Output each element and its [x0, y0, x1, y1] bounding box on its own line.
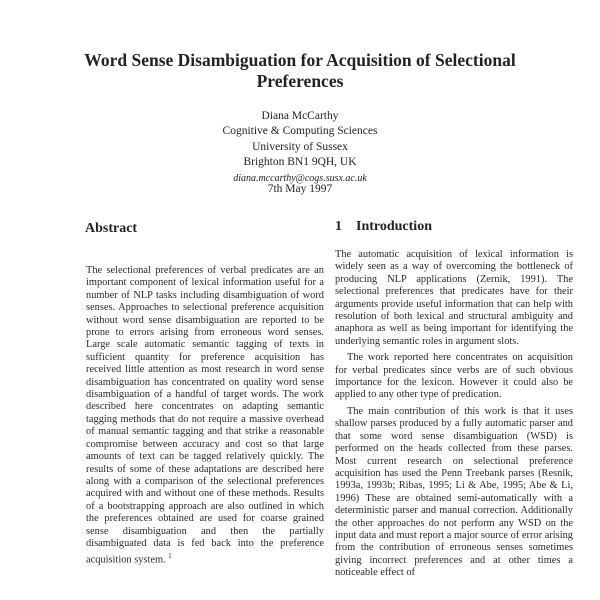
abstract-heading: Abstract [85, 221, 138, 236]
section-title: Introduction [356, 219, 432, 234]
introduction-heading [335, 219, 432, 235]
author-name: Diana McCarthy [261, 110, 339, 122]
paper-title: Word Sense Disambiguation for Acquisition of Selectional Preferences [84, 50, 516, 91]
author-affiliation: Cognitive & Computing Sciences [222, 125, 378, 138]
paper-date: 7th May 1997 [267, 183, 333, 195]
intro-paragraph-2: The work reported here concentrates on acquisition for verbal predicates since verbs are of such obvious importance for the lexicon. However it could also be applied to any other type of predication. [335, 352, 573, 401]
author-email: diana.mccarthy@cogs.susx.ac.uk [233, 172, 367, 184]
author-university: University of Sussex [252, 140, 348, 153]
footnote-marker: 1 [168, 552, 172, 561]
introduction-body [335, 249, 573, 580]
intro-paragraph-3: The main contribution of this work is that it uses shallow parses produced by a fully automatic parser and that some word sense disambiguation (WSD) is performed on the heads collected from these parses. Most current research on selectional preference acquisition has used the Penn Treebank parses (Resnik, 1993a, 1993b; Ribas, 1995; Li & Abe, 1995; Abe & Li, 1996) These are obtained semi-automatically with a deterministic parser and manual correction. Additionally the other approaches do not perform any WSD on the input data and must report a major source of error arising from the contribution of erroneous senses sometimes giving incorrect preferences and at other times a noticeable effect of [335, 405, 573, 579]
author-block [150, 109, 450, 186]
section-number: 1 [335, 219, 342, 234]
abstract-body [86, 265, 324, 567]
author-address: Brighton BN1 9QH, UK [243, 156, 357, 169]
abstract-text: The selectional preferences of verbal predicates are an important component of lexical information useful for a number of NLP tasks including disambiguation of word senses. Approaches to selectional preference acquisition without word sense disambiguation are reported to be prone to errors arising from erroneous word senses. Large scale automatic semantic tagging of texts in sufficient quantity for preference acquisition has received little attention as most research in word sense disambiguation has concentrated on quality word sense disambiguation of a handful of target words. The work described here concentrates on adapting semantic tagging methods that do not require a massive overhead of manual semantic tagging and that strike a reasonable compromise between accuracy and cost so that large amounts of text can be tagged relatively quickly. The results of some of these adaptations are described here along with a comparison of the selectional preferences acquired with and without one of these methods. Results of a bootstrapping approach are also outlined in which the preferences obtained are used for coarse grained sense disambiguation and then the partially disambiguated data is fed back into the preference acquisition system. [86, 265, 324, 566]
intro-paragraph-1: The automatic acquisition of lexical information is widely seen as a way of overcoming the bottleneck of producing NLP applications (Zernik, 1991). The selectional preferences that predicates have for their arguments provide useful information that can help with resolution of both lexical and structural ambiguity and anaphora as well as being important for identifying the underlying semantic roles in argument slots. [335, 249, 573, 347]
